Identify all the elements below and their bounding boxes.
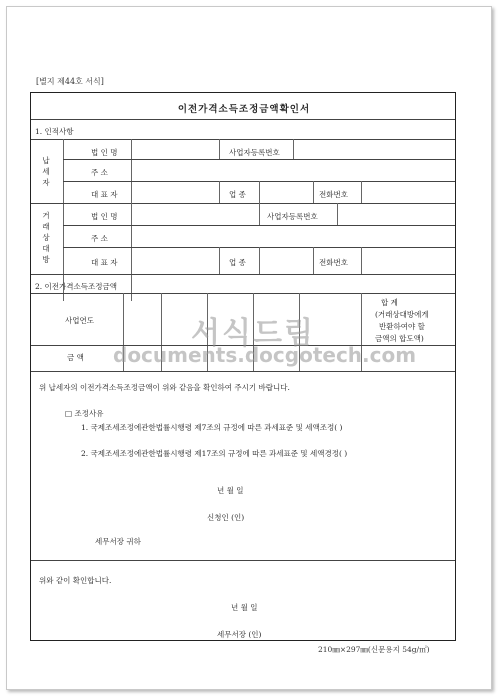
tax-office-line: 세무서장 (인) (217, 630, 262, 639)
total-note-2: 반환하여야 할 (379, 322, 425, 331)
section2-heading: 2. 이전가격소득조정금액 (35, 282, 117, 291)
total-label: 합 계 (381, 298, 398, 307)
divider (63, 225, 455, 226)
table-rule (293, 139, 294, 159)
table-rule (259, 247, 260, 274)
table-rule (313, 181, 314, 203)
divider (31, 274, 455, 275)
counterparty-address-label: 주 소 (91, 234, 108, 243)
reason-item-2: 2. 국제조세조정에관한법률시행령 제17조의 규정에 따른 과세표준 및 세액경정( ) (81, 449, 348, 458)
taxpayer-representative-label: 대 표 자 (91, 190, 118, 199)
counterparty-business-type-label: 업 종 (229, 258, 246, 267)
taxpayer-phone-label: 전화번호 (319, 190, 348, 199)
applicant-line: 신청인 (인) (207, 513, 245, 522)
divider (31, 119, 455, 120)
table-rule (259, 203, 260, 225)
watermark-logo-text: 서식드림 (191, 316, 315, 351)
divider (31, 139, 455, 140)
counterparty-representative-label: 대 표 자 (91, 258, 118, 267)
section1-heading: 1. 인적사항 (35, 127, 74, 136)
business-year-label: 사업연도 (65, 316, 94, 325)
taxpayer-label: 납 세 자 (42, 156, 50, 187)
table-rule (219, 181, 220, 203)
table-rule (131, 139, 132, 203)
table-rule (219, 247, 220, 274)
total-note-3: 금액의 합도액) (375, 334, 424, 343)
divider (31, 293, 455, 294)
table-rule (337, 203, 338, 225)
counterparty-label: 거 래 상 대 방 (42, 211, 50, 264)
divider (31, 371, 455, 372)
paper-size-note: 210㎜×297㎜(신문용지 54g/㎡) (318, 645, 430, 654)
table-rule (313, 247, 314, 274)
table-rule (361, 181, 362, 203)
document-form (30, 92, 456, 641)
total-note-1: (거래상대방에게 (375, 310, 429, 319)
amount-label: 금 액 (67, 353, 84, 362)
reason-heading: □ 조정사유 (65, 409, 104, 418)
document-title: 이전가격소득조정금액확인서 (177, 104, 311, 115)
divider (63, 159, 455, 160)
taxpayer-corp-name-label: 법 인 명 (91, 148, 118, 157)
confirm-text: 위와 같이 확인합니다. (39, 576, 112, 585)
request-text: 위 납세자의 이전가격소득조정금액이 위와 같음을 확인하여 주시기 바랍니다. (39, 383, 290, 392)
taxpayer-biz-reg-label: 사업자등록번호 (229, 148, 280, 157)
reason-item-1: 1. 국제조세조정에관한법률시행령 제7조의 규정에 따른 과세표준 및 세액조정( ) (81, 423, 343, 432)
counterparty-corp-name-label: 법 인 명 (91, 212, 118, 221)
taxpayer-address-label: 주 소 (91, 168, 108, 177)
divider (31, 203, 455, 204)
divider (31, 560, 455, 561)
counterparty-biz-reg-label: 사업자등록번호 (267, 212, 318, 221)
table-rule (361, 247, 362, 274)
table-rule (259, 181, 260, 203)
watermark-url: documents.docgotech.com (113, 343, 417, 367)
table-rule (131, 203, 132, 301)
table-rule (63, 139, 64, 301)
counterparty-phone-label: 전화번호 (319, 258, 348, 267)
date-line-2: 년 월 일 (231, 603, 258, 612)
addressee-line: 세무서장 귀하 (95, 537, 141, 546)
taxpayer-business-type-label: 업 종 (229, 190, 246, 199)
table-rule (219, 139, 220, 159)
form-number: [별지 제44호 서식] (36, 77, 104, 86)
date-line: 년 월 일 (217, 486, 244, 495)
